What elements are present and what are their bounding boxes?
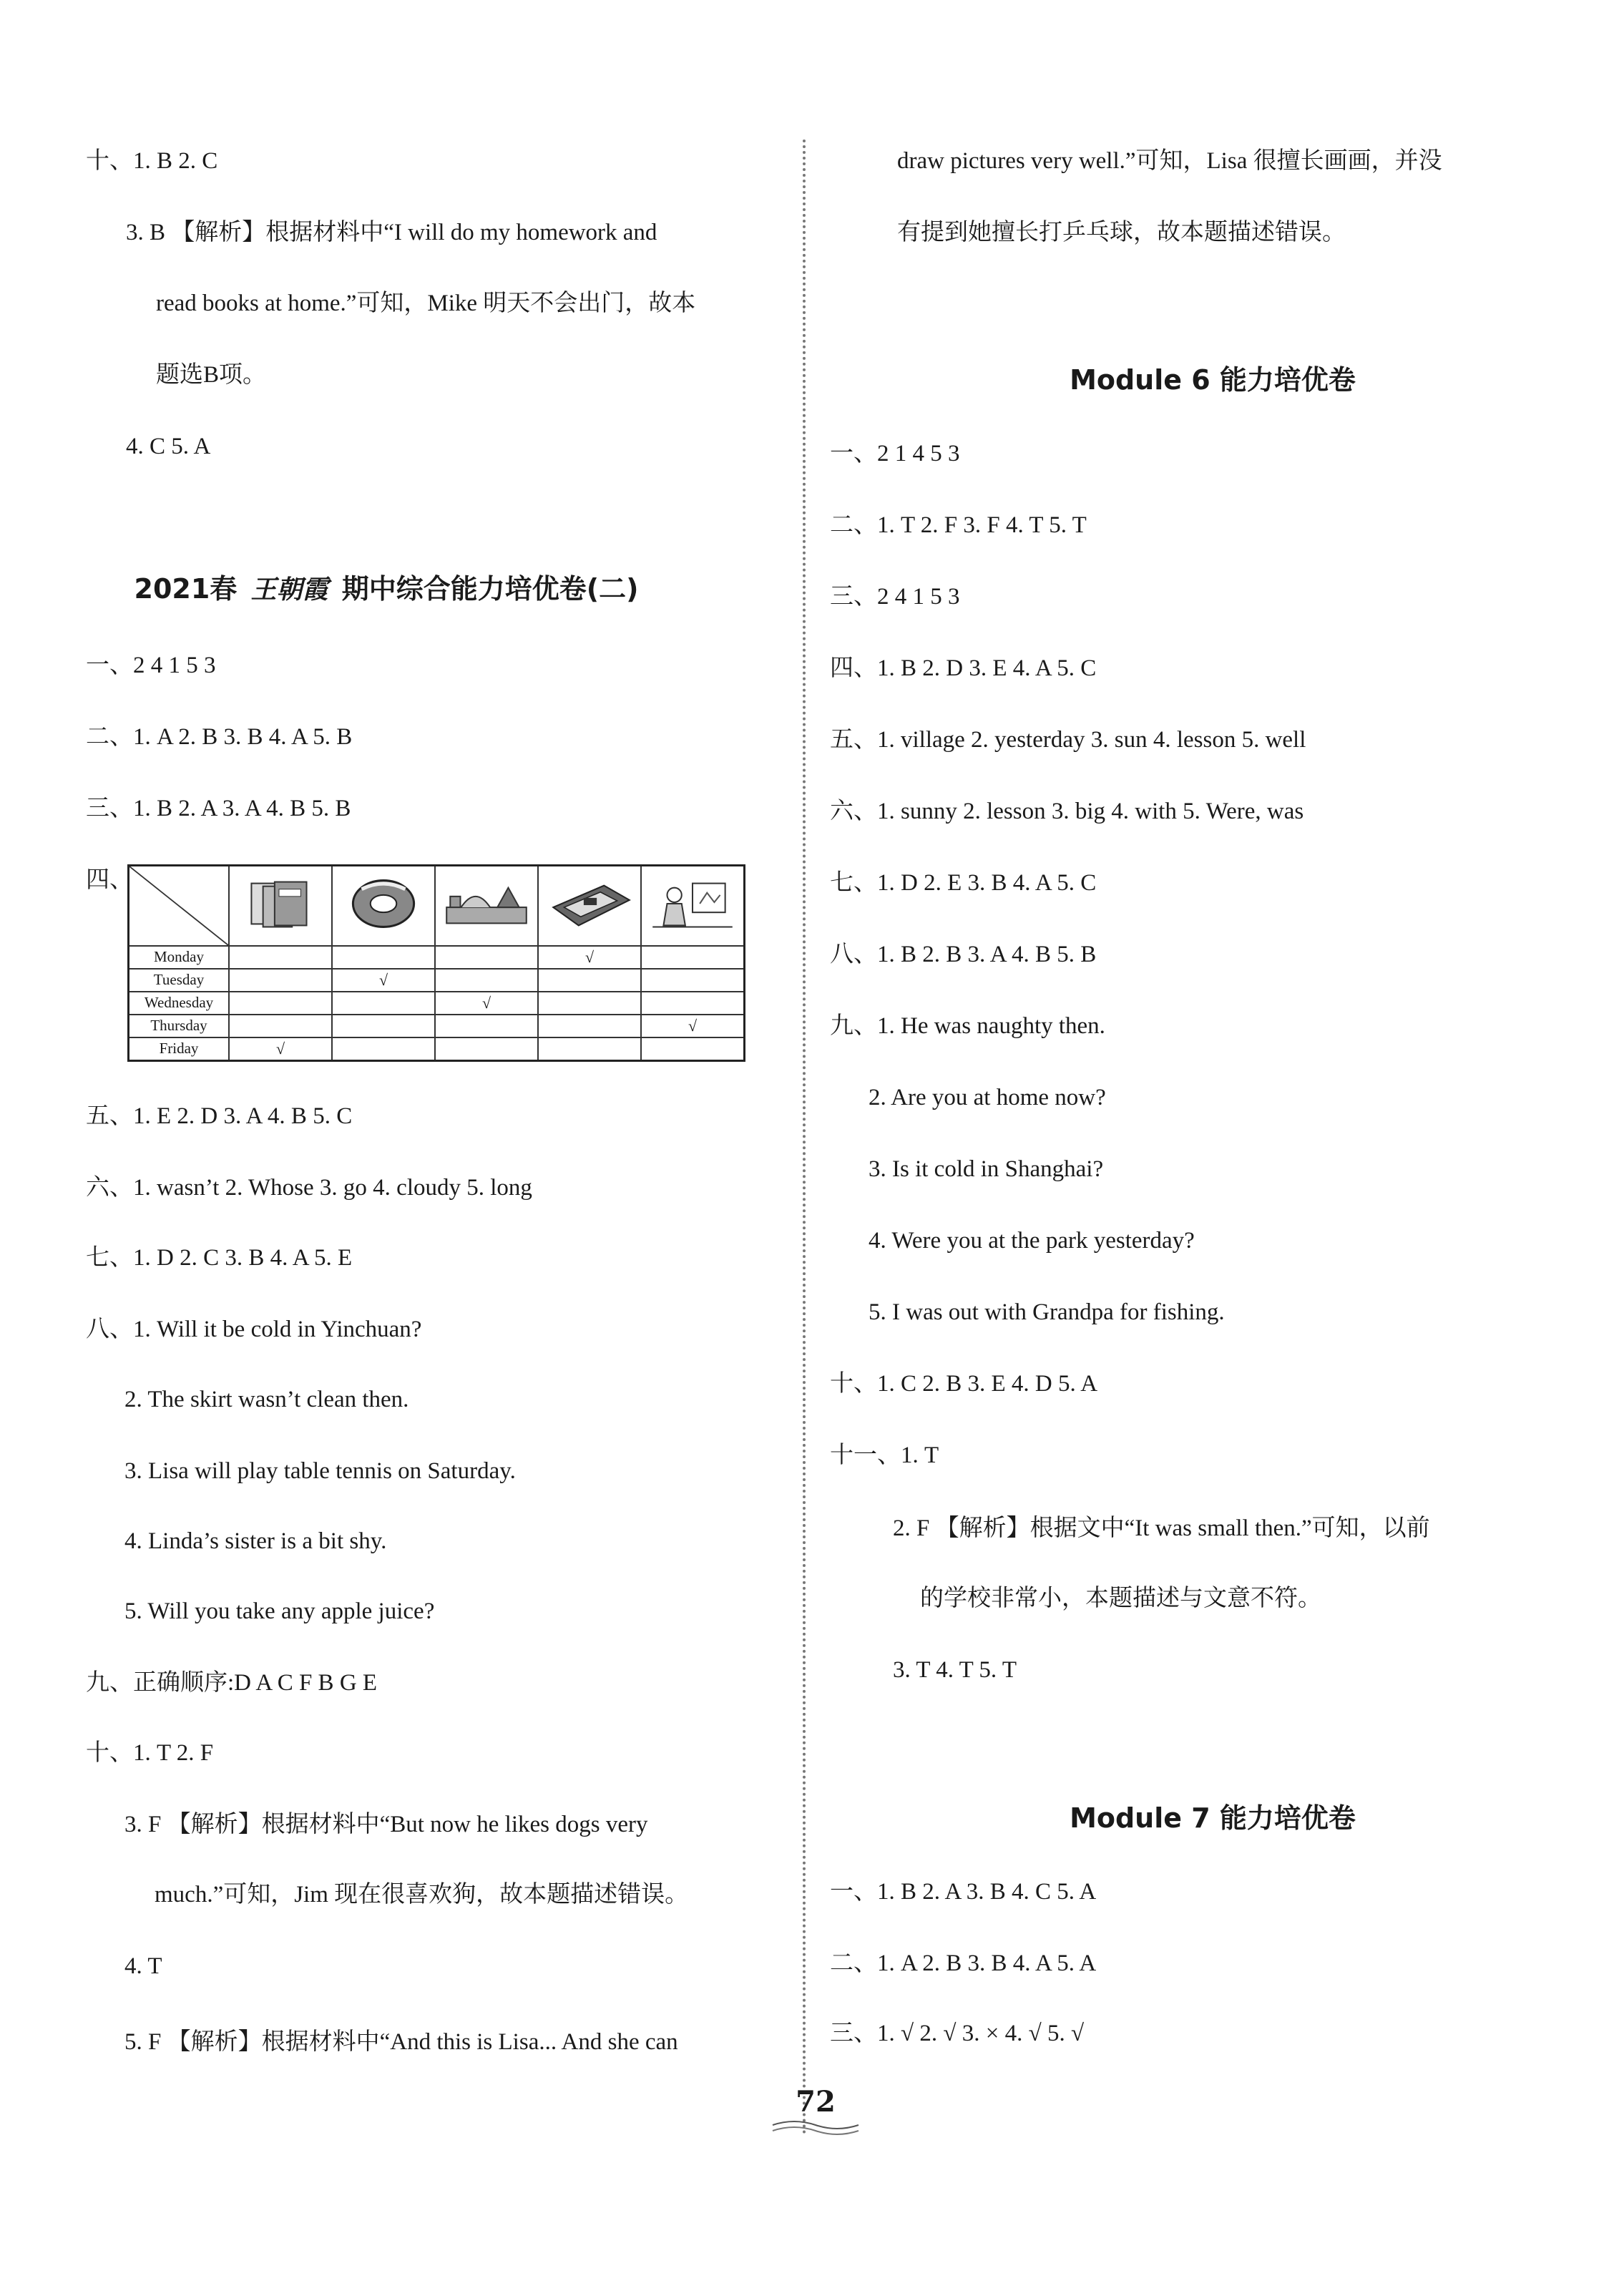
answer-line: 的学校非常小，本题描述与文意不符。 [920,1586,1321,1611]
answer-line: 一、2 4 1 5 3 [86,653,216,678]
answer-line: 五、1. E 2. D 3. A 4. B 5. C [86,1103,353,1129]
answer-line: 六、1. sunny 2. lesson 3. big 4. with 5. Were, was [830,798,1304,824]
diagonal-line-icon [129,866,228,945]
table-cell [229,1015,332,1037]
table-row [129,1037,745,1061]
table-cell [435,946,538,969]
notebook-icon [230,866,331,941]
answer-line: 3. T 4. T 5. T [893,1657,1017,1683]
table-cell [641,946,745,969]
brand-logo: 王朝霞 [250,575,328,605]
answer-line: 5. F 【解析】根据材料中“And this is Lisa... And she can [124,2029,678,2055]
table-cell: √ [538,946,641,969]
answer-line: 5. Will you take any apple juice? [124,1598,435,1624]
answer-line: 三、1. √ 2. √ 3. × 4. √ 5. √ [830,2021,1085,2046]
right-answer-line: draw pictures very well.”可知，Lisa 很擅长画画，并没 [897,148,1442,174]
table-cell [435,1037,538,1061]
table-row [129,969,745,992]
table-cell [229,946,332,969]
table-cell [332,1015,435,1037]
answer-line: 一、1. B 2. A 3. B 4. C 5. A [830,1879,1097,1905]
table-cell: √ [435,992,538,1015]
answer-line: 4. T [124,1953,162,1979]
answer-line: 八、1. B 2. B 3. A 4. B 5. B [830,942,1097,967]
title-prefix: 2021春 [134,573,238,605]
answer-line: 三、1. B 2. A 3. A 4. B 5. B [86,796,351,821]
answer-line: 一、2 1 4 5 3 [830,441,960,467]
diagonal-header-cell [129,866,230,947]
table-row [129,992,745,1015]
table-cell [229,969,332,992]
answer-line: 2. Are you at home now? [869,1085,1106,1110]
drawing-child-icon [642,866,743,941]
answer-line: 三、2 4 1 5 3 [830,584,960,610]
day-label: Friday [129,1037,230,1061]
table-row [129,946,745,969]
column-divider [803,140,806,2136]
table-cell [538,969,641,992]
swim-ring-picture [332,866,435,947]
table-cell [332,992,435,1015]
table-cell: √ [229,1037,332,1061]
answer-line: 十一、1. T [830,1442,939,1468]
day-label: Tuesday [129,969,230,992]
title-suffix: 期中综合能力培优卷(二) [341,573,639,605]
answer-line: much.”可知，Jim 现在很喜欢狗，故本题描述错误。 [155,1882,689,1908]
answer-line: 四、1. B 2. D 3. E 4. A 5. C [830,655,1097,681]
left-answer-line: 十、1. B 2. C [86,148,218,174]
right-answer-line: 有提到她擅长打乒乓球，故本题描述错误。 [897,220,1346,245]
table-row [129,1015,745,1037]
notebook-picture [229,866,332,947]
q4-label: 四、 [86,867,133,893]
drawing-picture [641,866,745,947]
table-cell [538,1037,641,1061]
answer-line: 3. Is it cold in Shanghai? [869,1156,1104,1182]
computer-picture [538,866,641,947]
answer-line: 九、正确顺序:D A C F B G E [86,1670,378,1696]
page-number: 72 [796,2085,836,2119]
q4-schedule-table [127,864,745,1062]
day-label: Wednesday [129,992,230,1015]
answer-line: 二、1. A 2. B 3. B 4. A 5. A [830,1950,1097,1976]
answer-line: 七、1. D 2. C 3. B 4. A 5. E [86,1245,353,1271]
table-cell [332,946,435,969]
table-cell [538,992,641,1015]
left-answer-line: 3. B 【解析】根据材料中“I will do my homework and [126,220,657,245]
answer-line: 六、1. wasn’t 2. Whose 3. go 4. cloudy 5. long [86,1175,532,1201]
blocks-picture [435,866,538,947]
section-title-module6: Module 6 能力培优卷 [1070,364,1356,396]
answer-line: 二、1. A 2. B 3. B 4. A 5. B [86,724,353,750]
left-answer-line: read books at home.”可知，Mike 明天不会出门，故本 [156,290,696,316]
answer-line: 2. The skirt wasn’t clean then. [124,1387,409,1412]
answer-line: 二、1. T 2. F 3. F 4. T 5. T [830,512,1087,538]
answer-line: 五、1. village 2. yesterday 3. sun 4. lesson 5. well [830,727,1306,753]
day-label: Thursday [129,1015,230,1037]
swim-ring-icon [333,866,434,941]
answer-line: 4. Were you at the park yesterday? [869,1228,1195,1254]
answer-line: 2. F 【解析】根据文中“It was small then.”可知，以前 [893,1515,1430,1541]
left-answer-line: 4. C 5. A [126,434,211,459]
table-cell [641,1037,745,1061]
computer-icon [539,866,640,941]
section-title-module7: Module 7 能力培优卷 [1070,1802,1356,1834]
answer-line: 4. Linda’s sister is a bit shy. [124,1528,387,1554]
table-cell [435,969,538,992]
table-cell [538,1015,641,1037]
table-cell [332,1037,435,1061]
answer-line: 5. I was out with Grandpa for fishing. [869,1299,1225,1325]
table-cell [229,992,332,1015]
answer-line: 十、1. C 2. B 3. E 4. D 5. A [830,1371,1098,1397]
day-label: Monday [129,946,230,969]
table-cell [641,992,745,1015]
section-title-midterm [0,572,787,606]
answer-line: 十、1. T 2. F [86,1740,214,1766]
answer-line: 八、1. Will it be cold in Yinchuan? [86,1317,422,1342]
answer-line: 3. F 【解析】根据材料中“But now he likes dogs very [124,1812,648,1837]
answer-line: 3. Lisa will play table tennis on Saturday. [124,1458,516,1484]
blocks-icon [436,866,537,941]
answer-line: 七、1. D 2. E 3. B 4. A 5. C [830,870,1097,896]
wave-ornament-icon [769,2116,862,2138]
page-footer [769,2085,862,2145]
answer-line: 九、1. He was naughty then. [830,1013,1105,1039]
left-answer-line: 题选B项。 [156,362,267,388]
table-cell [435,1015,538,1037]
table-cell: √ [641,1015,745,1037]
table-cell [641,969,745,992]
table-cell: √ [332,969,435,992]
